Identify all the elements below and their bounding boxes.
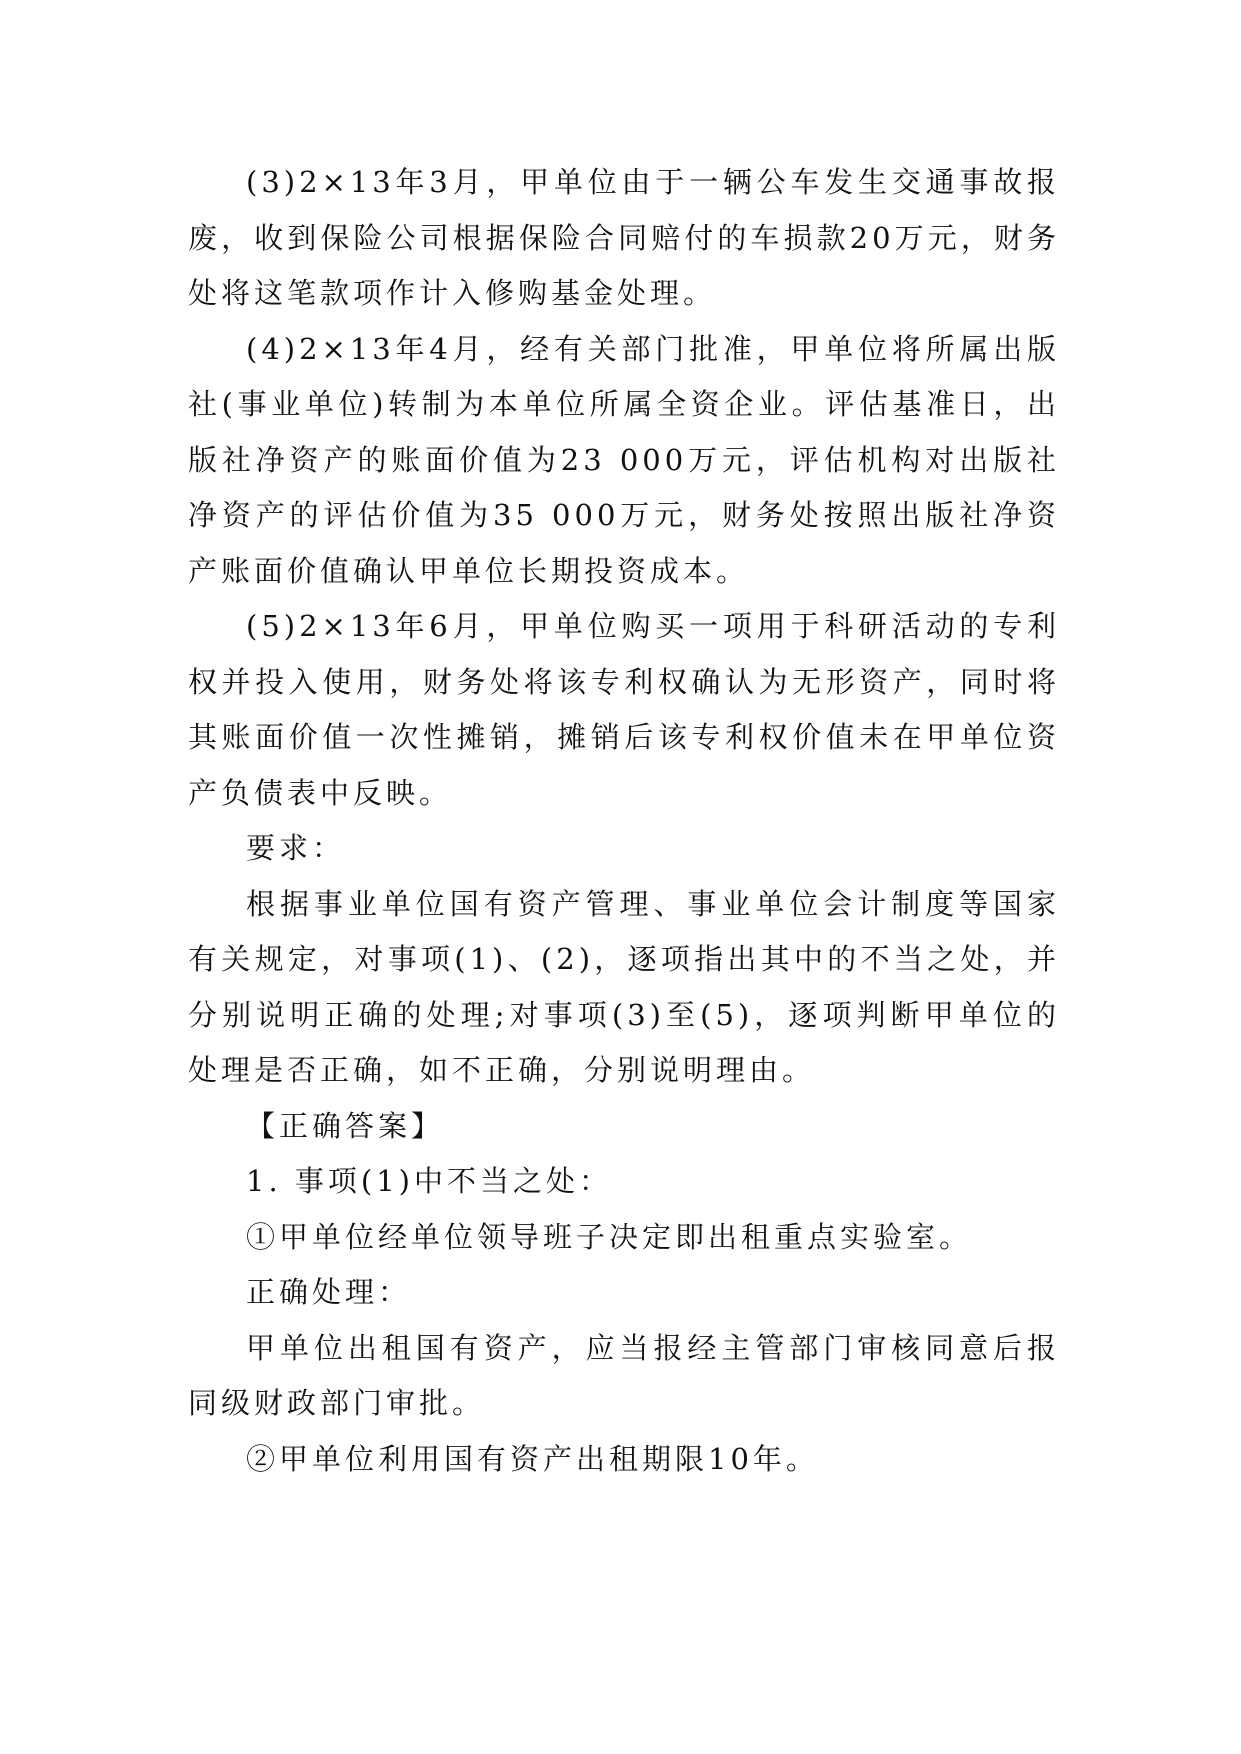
document-body: [188, 155, 1060, 1487]
answer-point-2: ②甲单位利用国有资产出租期限10年。: [246, 1441, 819, 1476]
answer-section-1-heading: 1. 事项(1)中不当之处：: [246, 1164, 612, 1198]
answer-point-1: ①甲单位经单位领导班子决定即出租重点实验室。: [246, 1219, 973, 1254]
paragraph-item-4: (4)2×13年4月，经有关部门批准，甲单位将所属出版社(事业单位)转制为本单位所属全资企业。评估基准日，出版社净资产的账面价值为23 000万元，评估机构对出版社净资产的评估价值为35 000万元，财务处按照出版社净资产账面价值确认甲单位长期投资成本。: [188, 331, 1060, 588]
paragraph-item-5: (5)2×13年6月，甲单位购买一项用于科研活动的专利权并投入使用，财务处将该专利权确认为无形资产，同时将其账面价值一次性摊销，摊销后该专利权价值未在甲单位资产负债表中反映。: [188, 609, 1060, 810]
requirements-heading: 要求：: [246, 831, 346, 865]
correct-handling-text: 甲单位出租国有资产，应当报经主管部门审核同意后报同级财政部门审批。: [188, 1330, 1060, 1420]
answer-heading: 【正确答案】: [246, 1108, 445, 1143]
correct-handling-heading: 正确处理：: [246, 1275, 412, 1309]
paragraph-item-3: (3)2×13年3月，甲单位由于一辆公车发生交通事故报废，收到保险公司根据保险合同赔付的车损款20万元，财务处将这笔款项作计入修购基金处理。: [188, 165, 1060, 310]
requirements-text: 根据事业单位国有资产管理、事业单位会计制度等国家有关规定，对事项(1)、(2)，逐项指出其中的不当之处，并分别说明正确的处理;对事项(3)至(5)，逐项判断甲单位的处理是否正确，如不正确，分别说明理由。: [188, 886, 1060, 1087]
